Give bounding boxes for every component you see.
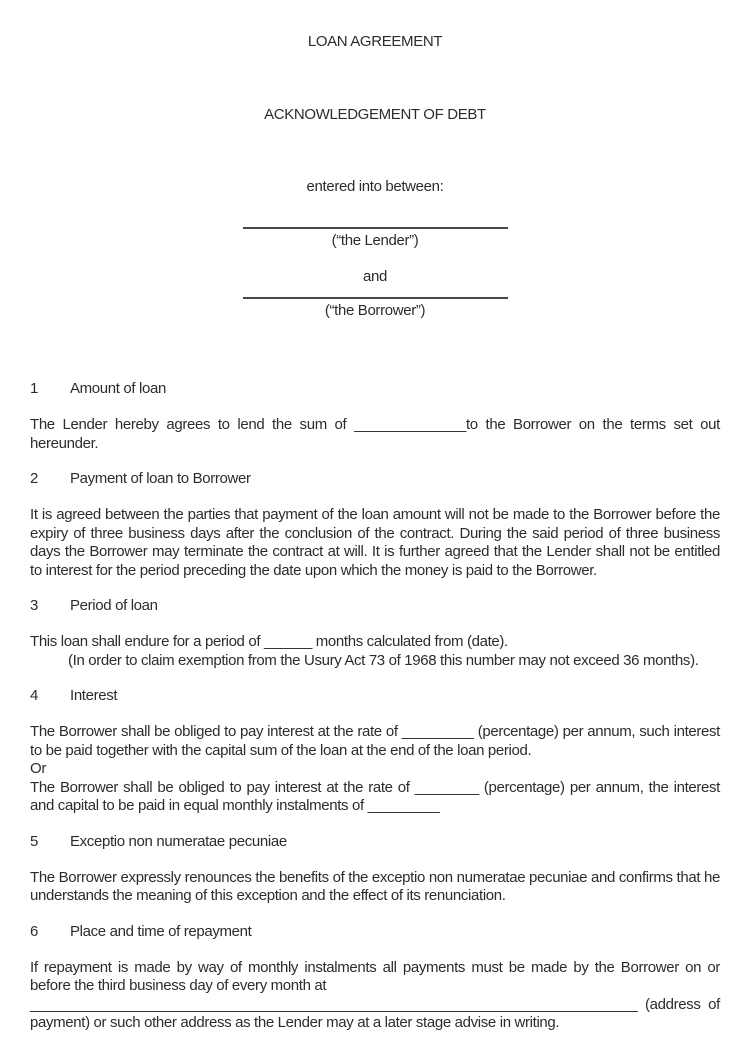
section-number: 2 — [30, 470, 38, 487]
paragraph: It is agreed between the parties that payment of the loan amount will not be made to the Borrower before the expiry of three business days after the conclusion of the contract. During the said period of three business days the Borrower may terminate the contract at will. It is further agreed that the Lender shall not be entitled to interest for the period preceding the date upon which the money is paid to the Borrower. — [30, 506, 720, 579]
section-heading-row — [30, 470, 720, 489]
document-page — [30, 0, 720, 1033]
paragraph: The Borrower shall be obliged to pay interest at the rate of _________ (percentage) per annum, such interest to be paid together with the capital sum of the loan at the end of the loan period. — [30, 723, 720, 759]
section — [30, 833, 720, 906]
section-heading-row — [30, 687, 720, 706]
lender-label: (“the Lender”) — [331, 232, 419, 249]
section — [30, 597, 720, 670]
borrower-name-blank-line — [243, 297, 508, 299]
section-heading: Interest — [70, 687, 118, 704]
section-body — [30, 416, 720, 453]
section-body — [30, 633, 720, 670]
document-title: LOAN AGREEMENT — [307, 33, 443, 50]
section-body — [30, 506, 720, 580]
section-heading: Place and time of repayment — [70, 922, 252, 940]
section-body — [30, 723, 720, 816]
borrower-label: (“the Borrower”) — [324, 302, 426, 319]
section-body — [30, 959, 720, 1033]
section-heading: Exceptio non numeratae pecuniae — [70, 832, 287, 850]
paragraph: If repayment is made by way of monthly instalments all payments must be made by the Borrower on or before the third business day of every month at — [30, 958, 720, 994]
section-heading: Payment of loan to Borrower — [70, 470, 251, 487]
paragraph: Or — [30, 760, 46, 777]
parties-block — [30, 227, 720, 320]
section-body — [30, 869, 720, 906]
section-heading: Period of loan — [70, 597, 158, 614]
sections-container — [30, 380, 720, 1033]
section — [30, 687, 720, 816]
paragraph: The Lender hereby agrees to lend the sum of ______________to the Borrower on the terms set out hereunder. — [30, 416, 720, 452]
section-number: 3 — [30, 597, 38, 614]
paragraph: (In order to claim exemption from the Usury Act 73 of 1968 this number may not exceed 36 months). — [68, 651, 699, 669]
section-number: 6 — [30, 922, 38, 940]
intro-line: entered into between: — [306, 178, 444, 195]
section-heading-row — [30, 380, 720, 399]
section-number: 5 — [30, 832, 38, 850]
paragraph: This loan shall endure for a period of ______ months calculated from (date). — [30, 633, 508, 650]
section-number: 4 — [30, 687, 38, 704]
and-label: and — [363, 268, 387, 285]
section-heading-row — [30, 833, 720, 852]
section-number: 1 — [30, 380, 38, 397]
section-heading: Amount of loan — [70, 380, 166, 397]
section-heading-row — [30, 597, 720, 616]
paragraph: The Borrower expressly renounces the benefits of the exceptio non numeratae pecuniae and confirms that he understands the meaning of this exception and the effect of its renunciation. — [30, 868, 720, 904]
section — [30, 923, 720, 1033]
section — [30, 380, 720, 453]
paragraph: ____________________________________________________________________________ (address of payment) or such other address as the Lender may at a later stage advise in writing. — [30, 995, 720, 1031]
section — [30, 470, 720, 580]
lender-name-blank-line — [243, 227, 508, 229]
section-heading-row — [30, 923, 720, 942]
document-subtitle: ACKNOWLEDGEMENT OF DEBT — [264, 106, 486, 123]
paragraph: The Borrower shall be obliged to pay interest at the rate of ________ (percentage) per annum, the interest and capital to be paid in equal monthly instalments of _________ — [30, 778, 720, 814]
